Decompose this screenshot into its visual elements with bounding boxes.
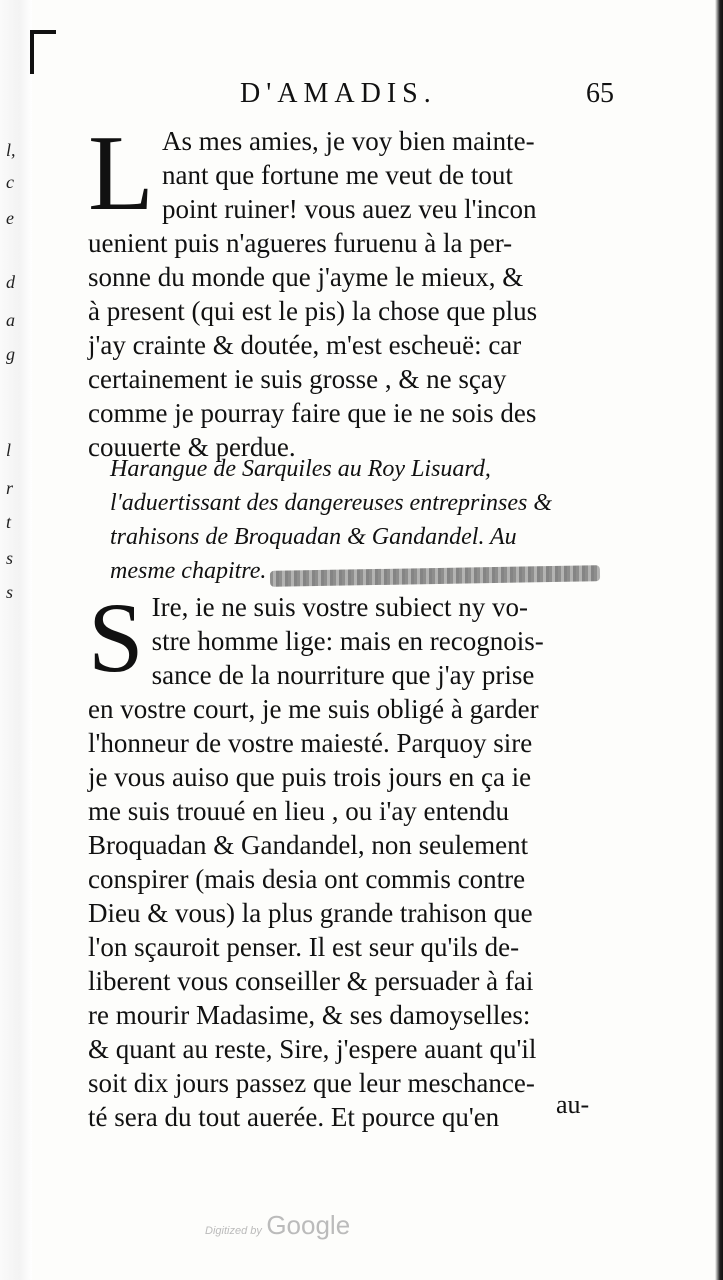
paragraph-1 — [88, 114, 598, 464]
text-line: re mourir Madasime, & ses damoyselles: — [88, 1000, 531, 1030]
heading-line: trahisons de Broquadan & Gandandel. Au — [110, 524, 517, 550]
margin-glyph: g — [6, 344, 15, 364]
google-logo: Google — [266, 1210, 351, 1240]
margin-glyph: s — [6, 582, 14, 602]
text-line: stre homme lige: mais en recognois- — [151, 626, 544, 656]
text-line: & quant au reste, Sire, j'espere auant qu'il — [88, 1034, 537, 1064]
text-line: As mes amies, je voy bien mainte- — [161, 126, 535, 156]
text-line: l'honneur de vostre maiesté. Parquoy sire — [88, 728, 533, 758]
digitized-watermark — [205, 1210, 350, 1241]
page-number: 65 — [586, 78, 614, 109]
text-line: té sera du tout auerée. Et pource qu'en — [88, 1102, 500, 1132]
running-head: D'AMADIS. — [240, 78, 437, 109]
margin-glyph: c — [6, 172, 14, 192]
page-header — [240, 78, 614, 118]
margin-glyph: r — [6, 478, 14, 498]
text-line: couuerte & perdue. — [88, 432, 296, 462]
margin-glyph: a — [6, 310, 15, 330]
margin-glyph: d — [6, 272, 15, 292]
watermark-prefix: Digitized by — [205, 1225, 262, 1237]
left-margin-bleed — [0, 0, 32, 1280]
heading-line: l'aduertissant des dangereuses entreprinses & — [110, 490, 552, 516]
margin-glyph: s — [6, 548, 14, 568]
text-line: je vous auiso que puis trois jours en ça ie — [88, 762, 532, 792]
margin-glyph: t — [6, 512, 12, 532]
text-line: me suis trouué en lieu , ou i'ay entendu — [88, 796, 510, 826]
margin-glyph: l — [6, 440, 12, 460]
text-line: uenient puis n'agueres furuenu à la per- — [88, 228, 513, 258]
corner-mark — [30, 30, 56, 74]
margin-glyph: e — [6, 208, 14, 228]
text-line: comme je pourray faire que ie ne sois des — [88, 398, 537, 428]
text-line: certainement ie suis grosse , & ne sçay — [88, 364, 507, 394]
paragraph-2 — [88, 582, 598, 1134]
text-line: sonne du monde que j'ayme le mieux, & — [88, 262, 524, 292]
right-page-edge — [715, 0, 723, 1280]
heading-line: Harangue de Sarquiles au Roy Lisuard, — [110, 456, 491, 482]
text-line: Ire, ie ne suis vostre subiect ny vo- — [151, 592, 529, 622]
text-line: à present (qui est le pis) la chose que plus — [88, 296, 538, 326]
text-line: l'on sçauroit penser. Il est seur qu'ils de- — [88, 932, 520, 962]
drop-cap-l: L — [88, 114, 154, 233]
text-line: Dieu & vous) la plus grande trahison que — [88, 898, 533, 928]
heading-line: mesme chapitre. — [110, 558, 267, 584]
drop-cap-s: S — [88, 582, 144, 693]
text-line: en vostre court, je me suis obligé à garder — [88, 694, 539, 724]
text-line: nant que fortune me veut de tout — [161, 160, 513, 190]
text-line: sance de la nourriture que j'ay prise — [151, 660, 535, 690]
text-line: soit dix jours passez que leur meschance- — [88, 1068, 535, 1098]
text-line: liberent vous conseiller & persuader à fai — [88, 966, 534, 996]
text-line: Broquadan & Gandandel, non seulement — [88, 830, 529, 860]
text-line: j'ay crainte & doutée, m'est escheuë: car — [88, 330, 522, 360]
margin-glyph: l, — [6, 140, 16, 160]
text-line: point ruiner! vous auez veu l'incon — [161, 194, 537, 224]
text-line: conspirer (mais desia ont commis contre — [88, 864, 526, 894]
catchword: au- — [556, 1090, 590, 1119]
